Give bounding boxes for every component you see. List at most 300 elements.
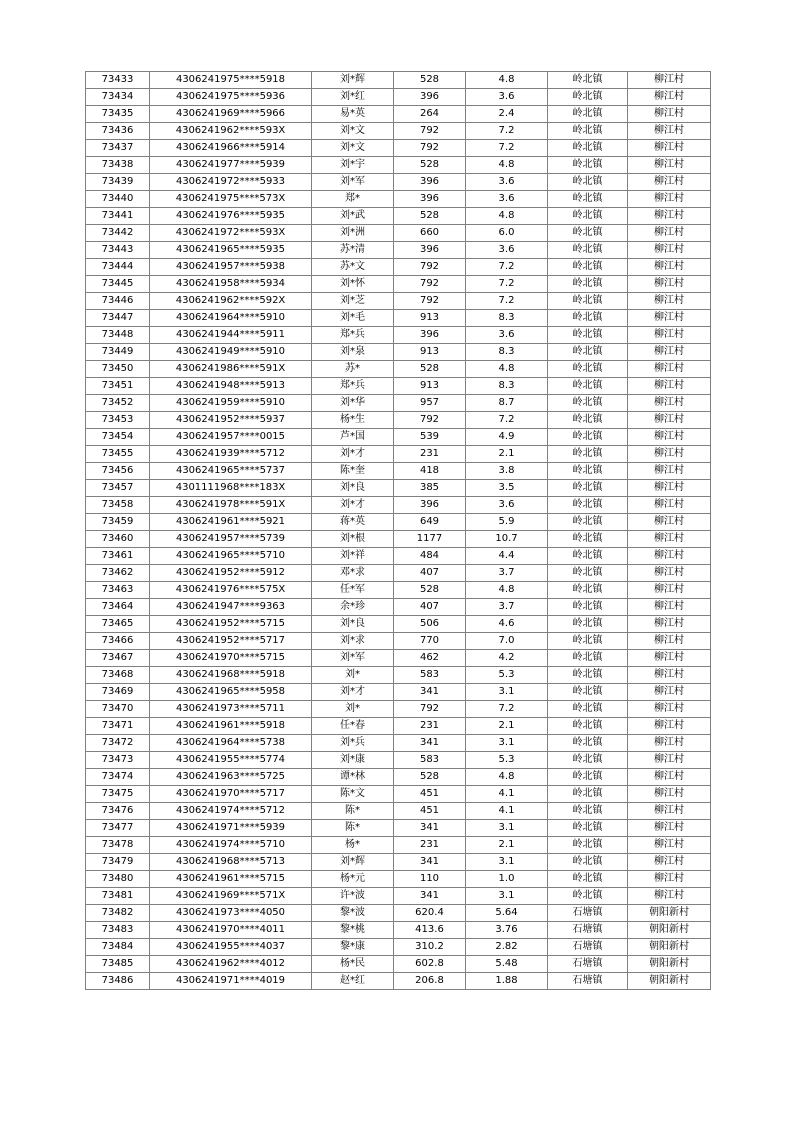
table-cell-village: 朝阳新村 xyxy=(628,922,711,939)
table-row xyxy=(86,837,711,854)
table-cell-serial: 73441 xyxy=(86,208,150,225)
table-cell-village: 柳江村 xyxy=(628,157,711,174)
table-cell-town: 石塘镇 xyxy=(548,922,628,939)
table-cell-amount_per_unit: 8.3 xyxy=(466,344,548,361)
table-cell-name: 赵*红 xyxy=(312,973,394,990)
table-row xyxy=(86,310,711,327)
table-cell-village: 柳江村 xyxy=(628,344,711,361)
table-cell-village: 柳江村 xyxy=(628,684,711,701)
table-row xyxy=(86,939,711,956)
table-cell-id_masked: 4306241973****4050 xyxy=(150,905,312,922)
table-cell-serial: 73480 xyxy=(86,871,150,888)
table-cell-id_masked: 4306241972****593X xyxy=(150,225,312,242)
table-cell-name: 苏* xyxy=(312,361,394,378)
table-cell-amount_per_unit: 3.1 xyxy=(466,854,548,871)
table-row xyxy=(86,191,711,208)
table-row xyxy=(86,208,711,225)
table-cell-village: 柳江村 xyxy=(628,225,711,242)
table-cell-village: 柳江村 xyxy=(628,327,711,344)
table-row xyxy=(86,616,711,633)
table-cell-name: 刘*良 xyxy=(312,480,394,497)
table-row xyxy=(86,106,711,123)
table-cell-village: 柳江村 xyxy=(628,140,711,157)
table-cell-amount_per_unit: 2.1 xyxy=(466,718,548,735)
table-row xyxy=(86,888,711,905)
table-cell-serial: 73453 xyxy=(86,412,150,429)
table-row xyxy=(86,89,711,106)
table-cell-id_masked: 4306241969****5966 xyxy=(150,106,312,123)
table-cell-town: 岭北镇 xyxy=(548,854,628,871)
table-cell-name: 刘*毛 xyxy=(312,310,394,327)
table-cell-serial: 73434 xyxy=(86,89,150,106)
table-cell-town: 岭北镇 xyxy=(548,276,628,293)
table-cell-village: 柳江村 xyxy=(628,446,711,463)
table-cell-town: 岭北镇 xyxy=(548,480,628,497)
table-cell-amount: 396 xyxy=(394,242,466,259)
table-cell-amount_per_unit: 4.8 xyxy=(466,72,548,89)
table-cell-town: 岭北镇 xyxy=(548,514,628,531)
table-cell-serial: 73470 xyxy=(86,701,150,718)
table-cell-town: 岭北镇 xyxy=(548,208,628,225)
table-cell-town: 岭北镇 xyxy=(548,123,628,140)
table-cell-village: 柳江村 xyxy=(628,310,711,327)
table-cell-amount_per_unit: 4.8 xyxy=(466,582,548,599)
table-cell-amount: 396 xyxy=(394,174,466,191)
table-cell-name: 杨*生 xyxy=(312,412,394,429)
table-cell-amount_per_unit: 1.0 xyxy=(466,871,548,888)
table-cell-amount: 770 xyxy=(394,633,466,650)
table-cell-name: 刘*才 xyxy=(312,684,394,701)
table-cell-serial: 73464 xyxy=(86,599,150,616)
table-cell-serial: 73477 xyxy=(86,820,150,837)
table-cell-village: 柳江村 xyxy=(628,531,711,548)
table-cell-name: 刘*才 xyxy=(312,446,394,463)
table-cell-serial: 73471 xyxy=(86,718,150,735)
table-cell-amount_per_unit: 8.7 xyxy=(466,395,548,412)
table-row xyxy=(86,378,711,395)
table-cell-amount: 583 xyxy=(394,667,466,684)
table-cell-village: 柳江村 xyxy=(628,497,711,514)
table-cell-amount: 1177 xyxy=(394,531,466,548)
table-cell-village: 柳江村 xyxy=(628,259,711,276)
table-cell-town: 岭北镇 xyxy=(548,803,628,820)
table-cell-amount: 528 xyxy=(394,582,466,599)
table-cell-village: 柳江村 xyxy=(628,752,711,769)
table-row xyxy=(86,531,711,548)
table-cell-amount: 231 xyxy=(394,446,466,463)
table-cell-amount: 913 xyxy=(394,378,466,395)
table-cell-name: 刘*红 xyxy=(312,89,394,106)
table-cell-serial: 73452 xyxy=(86,395,150,412)
table-cell-village: 朝阳新村 xyxy=(628,939,711,956)
table-cell-amount: 913 xyxy=(394,310,466,327)
table-cell-amount: 620.4 xyxy=(394,905,466,922)
table-row xyxy=(86,361,711,378)
table-cell-amount: 528 xyxy=(394,157,466,174)
table-row xyxy=(86,684,711,701)
table-cell-amount: 407 xyxy=(394,599,466,616)
table-cell-name: 刘*求 xyxy=(312,633,394,650)
table-cell-amount: 484 xyxy=(394,548,466,565)
table-cell-id_masked: 4306241965****5710 xyxy=(150,548,312,565)
table-cell-serial: 73435 xyxy=(86,106,150,123)
table-cell-town: 岭北镇 xyxy=(548,378,628,395)
table-cell-serial: 73445 xyxy=(86,276,150,293)
table-cell-village: 柳江村 xyxy=(628,820,711,837)
table-cell-name: 陈*奎 xyxy=(312,463,394,480)
table-row xyxy=(86,344,711,361)
table-cell-id_masked: 4306241971****4019 xyxy=(150,973,312,990)
table-cell-serial: 73465 xyxy=(86,616,150,633)
table-cell-amount: 649 xyxy=(394,514,466,531)
table-cell-town: 岭北镇 xyxy=(548,650,628,667)
table-cell-town: 岭北镇 xyxy=(548,786,628,803)
table-cell-village: 柳江村 xyxy=(628,633,711,650)
table-cell-serial: 73474 xyxy=(86,769,150,786)
table-cell-town: 岭北镇 xyxy=(548,361,628,378)
table-cell-serial: 73473 xyxy=(86,752,150,769)
table-cell-amount: 913 xyxy=(394,344,466,361)
table-row xyxy=(86,463,711,480)
table-cell-town: 岭北镇 xyxy=(548,174,628,191)
table-row xyxy=(86,599,711,616)
table-row xyxy=(86,786,711,803)
table-row xyxy=(86,514,711,531)
table-cell-serial: 73475 xyxy=(86,786,150,803)
table-cell-id_masked: 4306241947****9363 xyxy=(150,599,312,616)
table-cell-amount: 792 xyxy=(394,259,466,276)
table-cell-id_masked: 4306241977****5939 xyxy=(150,157,312,174)
table-cell-id_masked: 4306241949****5910 xyxy=(150,344,312,361)
table-cell-town: 岭北镇 xyxy=(548,106,628,123)
table-cell-amount_per_unit: 7.2 xyxy=(466,259,548,276)
table-cell-name: 刘*军 xyxy=(312,650,394,667)
table-cell-town: 岭北镇 xyxy=(548,72,628,89)
table-cell-amount_per_unit: 8.3 xyxy=(466,378,548,395)
table-cell-name: 杨* xyxy=(312,837,394,854)
table-row xyxy=(86,973,711,990)
table-cell-amount_per_unit: 4.6 xyxy=(466,616,548,633)
table-cell-id_masked: 4306241975****5936 xyxy=(150,89,312,106)
table-cell-id_masked: 4306241975****5918 xyxy=(150,72,312,89)
table-cell-town: 石塘镇 xyxy=(548,905,628,922)
table-row xyxy=(86,582,711,599)
table-cell-village: 柳江村 xyxy=(628,174,711,191)
table-cell-village: 柳江村 xyxy=(628,803,711,820)
table-cell-name: 杨*元 xyxy=(312,871,394,888)
table-cell-id_masked: 4306241944****5911 xyxy=(150,327,312,344)
table-row xyxy=(86,565,711,582)
table-cell-name: 刘*洲 xyxy=(312,225,394,242)
table-cell-amount_per_unit: 4.8 xyxy=(466,157,548,174)
table-row xyxy=(86,140,711,157)
table-cell-amount_per_unit: 3.1 xyxy=(466,888,548,905)
table-cell-name: 刘*康 xyxy=(312,752,394,769)
table-cell-serial: 73451 xyxy=(86,378,150,395)
table-cell-id_masked: 4306241965****5958 xyxy=(150,684,312,701)
table-cell-serial: 73476 xyxy=(86,803,150,820)
table-cell-serial: 73463 xyxy=(86,582,150,599)
table-cell-name: 黎*桃 xyxy=(312,922,394,939)
table-cell-village: 柳江村 xyxy=(628,412,711,429)
table-cell-town: 岭北镇 xyxy=(548,769,628,786)
table-cell-amount_per_unit: 4.4 xyxy=(466,548,548,565)
table-cell-serial: 73478 xyxy=(86,837,150,854)
table-cell-amount_per_unit: 7.2 xyxy=(466,701,548,718)
table-cell-town: 岭北镇 xyxy=(548,667,628,684)
table-cell-id_masked: 4306241974****5710 xyxy=(150,837,312,854)
table-cell-id_masked: 4306241975****573X xyxy=(150,191,312,208)
table-cell-village: 柳江村 xyxy=(628,72,711,89)
table-cell-amount_per_unit: 4.1 xyxy=(466,803,548,820)
table-cell-name: 刘*武 xyxy=(312,208,394,225)
table-row xyxy=(86,752,711,769)
table-row xyxy=(86,293,711,310)
table-cell-name: 余*珍 xyxy=(312,599,394,616)
table-cell-amount_per_unit: 3.6 xyxy=(466,191,548,208)
table-cell-town: 岭北镇 xyxy=(548,871,628,888)
table-cell-village: 柳江村 xyxy=(628,242,711,259)
table-cell-serial: 73484 xyxy=(86,939,150,956)
table-cell-amount: 660 xyxy=(394,225,466,242)
table-cell-id_masked: 4306241968****5713 xyxy=(150,854,312,871)
table-cell-name: 谭*林 xyxy=(312,769,394,786)
table-cell-amount: 341 xyxy=(394,684,466,701)
table-cell-name: 任*春 xyxy=(312,718,394,735)
table-row xyxy=(86,633,711,650)
table-cell-amount_per_unit: 3.76 xyxy=(466,922,548,939)
table-row xyxy=(86,429,711,446)
table-cell-town: 岭北镇 xyxy=(548,616,628,633)
table-cell-town: 岭北镇 xyxy=(548,531,628,548)
table-cell-name: 邓*求 xyxy=(312,565,394,582)
table-cell-village: 柳江村 xyxy=(628,378,711,395)
table-cell-amount_per_unit: 3.1 xyxy=(466,684,548,701)
table-cell-id_masked: 4306241970****5715 xyxy=(150,650,312,667)
table-cell-id_masked: 4306241955****4037 xyxy=(150,939,312,956)
table-cell-village: 柳江村 xyxy=(628,514,711,531)
table-cell-village: 柳江村 xyxy=(628,548,711,565)
table-cell-village: 柳江村 xyxy=(628,123,711,140)
table-cell-amount: 528 xyxy=(394,361,466,378)
table-cell-village: 朝阳新村 xyxy=(628,905,711,922)
table-cell-village: 柳江村 xyxy=(628,191,711,208)
table-cell-id_masked: 4306241962****593X xyxy=(150,123,312,140)
table-row xyxy=(86,480,711,497)
table-row xyxy=(86,922,711,939)
table-row xyxy=(86,871,711,888)
table-cell-amount: 206.8 xyxy=(394,973,466,990)
table-cell-village: 柳江村 xyxy=(628,463,711,480)
table-cell-village: 柳江村 xyxy=(628,888,711,905)
table-cell-id_masked: 4306241986****591X xyxy=(150,361,312,378)
table-cell-amount: 462 xyxy=(394,650,466,667)
table-cell-amount: 385 xyxy=(394,480,466,497)
table-cell-id_masked: 4306241955****5774 xyxy=(150,752,312,769)
table-cell-name: 郑*兵 xyxy=(312,327,394,344)
table-cell-town: 岭北镇 xyxy=(548,242,628,259)
table-row xyxy=(86,854,711,871)
table-row xyxy=(86,225,711,242)
table-cell-name: 蒋*英 xyxy=(312,514,394,531)
table-cell-amount_per_unit: 2.4 xyxy=(466,106,548,123)
table-cell-id_masked: 4306241948****5913 xyxy=(150,378,312,395)
table-cell-name: 芦*国 xyxy=(312,429,394,446)
table-cell-amount_per_unit: 2.82 xyxy=(466,939,548,956)
table-row xyxy=(86,395,711,412)
table-cell-town: 岭北镇 xyxy=(548,684,628,701)
table-cell-id_masked: 4306241972****5933 xyxy=(150,174,312,191)
table-cell-name: 刘*华 xyxy=(312,395,394,412)
table-cell-serial: 73448 xyxy=(86,327,150,344)
table-cell-serial: 73457 xyxy=(86,480,150,497)
table-cell-serial: 73461 xyxy=(86,548,150,565)
table-cell-amount_per_unit: 3.1 xyxy=(466,820,548,837)
table-cell-amount: 792 xyxy=(394,412,466,429)
table-cell-village: 柳江村 xyxy=(628,480,711,497)
table-cell-serial: 73467 xyxy=(86,650,150,667)
table-row xyxy=(86,157,711,174)
table-cell-name: 刘*文 xyxy=(312,123,394,140)
table-cell-id_masked: 4306241970****4011 xyxy=(150,922,312,939)
table-cell-village: 柳江村 xyxy=(628,599,711,616)
table-cell-amount_per_unit: 4.1 xyxy=(466,786,548,803)
table-cell-village: 柳江村 xyxy=(628,276,711,293)
table-cell-id_masked: 4306241957****5938 xyxy=(150,259,312,276)
table-cell-amount: 528 xyxy=(394,769,466,786)
table-cell-name: 刘*祥 xyxy=(312,548,394,565)
table-cell-serial: 73444 xyxy=(86,259,150,276)
table-cell-name: 刘*根 xyxy=(312,531,394,548)
table-cell-amount: 792 xyxy=(394,140,466,157)
table-cell-serial: 73447 xyxy=(86,310,150,327)
table-row xyxy=(86,259,711,276)
table-cell-serial: 73468 xyxy=(86,667,150,684)
table-row xyxy=(86,735,711,752)
table-cell-town: 岭北镇 xyxy=(548,412,628,429)
table-cell-name: 陈*文 xyxy=(312,786,394,803)
table-cell-amount: 341 xyxy=(394,854,466,871)
table-cell-amount_per_unit: 7.2 xyxy=(466,293,548,310)
table-cell-amount_per_unit: 3.5 xyxy=(466,480,548,497)
table-cell-id_masked: 4306241957****0015 xyxy=(150,429,312,446)
table-cell-serial: 73459 xyxy=(86,514,150,531)
table-cell-amount_per_unit: 3.6 xyxy=(466,242,548,259)
table-cell-name: 郑* xyxy=(312,191,394,208)
table-cell-name: 刘*良 xyxy=(312,616,394,633)
table-cell-serial: 73482 xyxy=(86,905,150,922)
table-cell-village: 柳江村 xyxy=(628,837,711,854)
table-cell-amount_per_unit: 5.9 xyxy=(466,514,548,531)
table-cell-amount: 396 xyxy=(394,497,466,514)
table-cell-id_masked: 4306241970****5717 xyxy=(150,786,312,803)
table-cell-amount_per_unit: 3.7 xyxy=(466,565,548,582)
table-cell-village: 柳江村 xyxy=(628,208,711,225)
table-cell-serial: 73454 xyxy=(86,429,150,446)
table-cell-village: 柳江村 xyxy=(628,871,711,888)
table-cell-name: 易*英 xyxy=(312,106,394,123)
table-cell-amount_per_unit: 4.8 xyxy=(466,769,548,786)
table-cell-town: 岭北镇 xyxy=(548,225,628,242)
table-cell-id_masked: 4306241962****592X xyxy=(150,293,312,310)
table-row xyxy=(86,701,711,718)
table-cell-amount: 407 xyxy=(394,565,466,582)
table-cell-serial: 73443 xyxy=(86,242,150,259)
table-cell-amount_per_unit: 8.3 xyxy=(466,310,548,327)
table-cell-serial: 73440 xyxy=(86,191,150,208)
table-cell-amount: 264 xyxy=(394,106,466,123)
table-row xyxy=(86,72,711,89)
table-cell-village: 柳江村 xyxy=(628,429,711,446)
table-cell-amount: 341 xyxy=(394,888,466,905)
table-cell-amount: 957 xyxy=(394,395,466,412)
table-cell-village: 柳江村 xyxy=(628,718,711,735)
table-cell-village: 柳江村 xyxy=(628,293,711,310)
table-cell-town: 岭北镇 xyxy=(548,140,628,157)
table-cell-id_masked: 4306241961****5715 xyxy=(150,871,312,888)
table-cell-amount_per_unit: 5.3 xyxy=(466,752,548,769)
table-cell-town: 岭北镇 xyxy=(548,89,628,106)
table-cell-town: 岭北镇 xyxy=(548,582,628,599)
table-cell-serial: 73486 xyxy=(86,973,150,990)
table-cell-serial: 73446 xyxy=(86,293,150,310)
table-cell-town: 岭北镇 xyxy=(548,497,628,514)
table-cell-town: 岭北镇 xyxy=(548,344,628,361)
table-cell-village: 柳江村 xyxy=(628,582,711,599)
table-cell-amount_per_unit: 4.8 xyxy=(466,361,548,378)
table-cell-id_masked: 4306241965****5737 xyxy=(150,463,312,480)
table-cell-amount_per_unit: 7.2 xyxy=(466,123,548,140)
table-row xyxy=(86,174,711,191)
table-cell-id_masked: 4306241966****5914 xyxy=(150,140,312,157)
table-cell-serial: 73450 xyxy=(86,361,150,378)
table-cell-town: 岭北镇 xyxy=(548,191,628,208)
table-cell-village: 柳江村 xyxy=(628,854,711,871)
table-cell-amount: 792 xyxy=(394,701,466,718)
table-cell-serial: 73458 xyxy=(86,497,150,514)
table-cell-town: 岭北镇 xyxy=(548,599,628,616)
table-cell-name: 刘*辉 xyxy=(312,72,394,89)
table-cell-amount_per_unit: 5.48 xyxy=(466,956,548,973)
table-cell-name: 刘*兵 xyxy=(312,735,394,752)
table-cell-amount_per_unit: 10.7 xyxy=(466,531,548,548)
table-cell-id_masked: 4306241958****5934 xyxy=(150,276,312,293)
table-cell-name: 杨*民 xyxy=(312,956,394,973)
table-cell-name: 苏*清 xyxy=(312,242,394,259)
table-cell-amount: 341 xyxy=(394,820,466,837)
table-row xyxy=(86,956,711,973)
table-cell-id_masked: 4301111968****183X xyxy=(150,480,312,497)
table-cell-serial: 73466 xyxy=(86,633,150,650)
table-cell-name: 任*军 xyxy=(312,582,394,599)
table-cell-town: 石塘镇 xyxy=(548,939,628,956)
table-row xyxy=(86,650,711,667)
table-cell-serial: 73436 xyxy=(86,123,150,140)
table-cell-id_masked: 4306241974****5712 xyxy=(150,803,312,820)
table-cell-town: 岭北镇 xyxy=(548,463,628,480)
table-cell-amount: 110 xyxy=(394,871,466,888)
table-cell-amount: 506 xyxy=(394,616,466,633)
table-cell-amount: 792 xyxy=(394,293,466,310)
table-cell-amount_per_unit: 3.8 xyxy=(466,463,548,480)
table-cell-id_masked: 4306241952****5937 xyxy=(150,412,312,429)
table-row xyxy=(86,412,711,429)
table-row xyxy=(86,446,711,463)
table-cell-amount: 396 xyxy=(394,327,466,344)
table-cell-amount_per_unit: 3.6 xyxy=(466,174,548,191)
table-cell-id_masked: 4306241961****5918 xyxy=(150,718,312,735)
table-cell-amount_per_unit: 3.6 xyxy=(466,497,548,514)
